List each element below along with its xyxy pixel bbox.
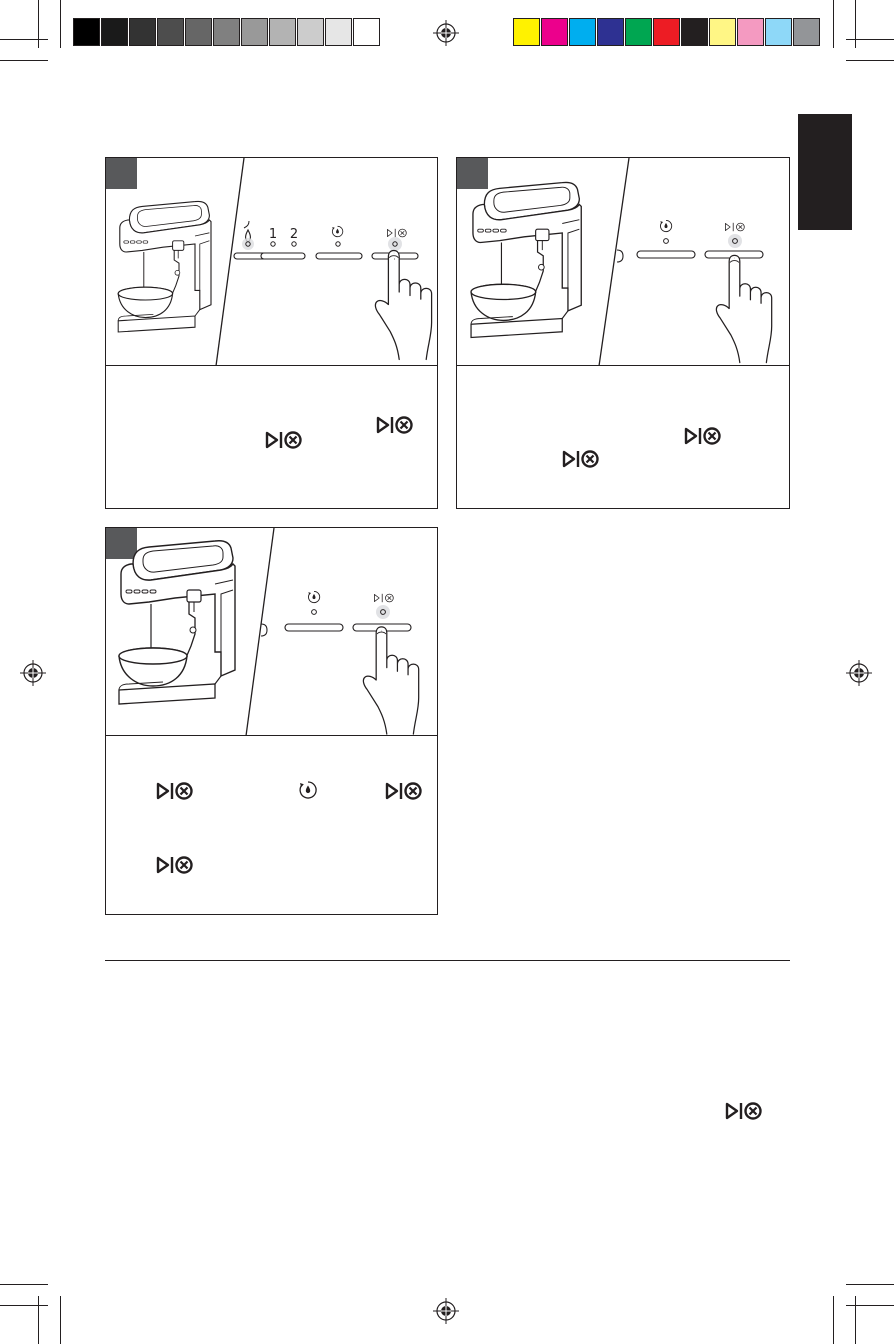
crop-mark bbox=[0, 1284, 48, 1285]
step-panel-2 bbox=[456, 157, 790, 509]
color-swatch bbox=[765, 18, 792, 46]
section-divider bbox=[105, 960, 790, 961]
crop-mark bbox=[846, 1284, 894, 1285]
gray-swatch bbox=[353, 18, 380, 46]
color-swatch bbox=[569, 18, 596, 46]
gray-swatch bbox=[241, 18, 268, 46]
gray-swatch bbox=[157, 18, 184, 46]
color-swatch bbox=[681, 18, 708, 46]
crop-mark bbox=[60, 0, 61, 48]
start-stop-icon bbox=[725, 1101, 763, 1121]
cup-label-2: 2 bbox=[289, 227, 299, 242]
color-swatch bbox=[709, 18, 736, 46]
color-swatch bbox=[597, 18, 624, 46]
start-stop-icon bbox=[374, 594, 393, 602]
bloom-drop-icon bbox=[298, 780, 318, 800]
finger-press bbox=[716, 255, 771, 362]
crop-mark bbox=[833, 0, 834, 48]
color-swatch bbox=[513, 18, 540, 46]
start-stop-icon bbox=[562, 449, 600, 469]
crop-mark bbox=[38, 1296, 39, 1344]
step-panel-3 bbox=[105, 527, 438, 915]
crop-mark bbox=[0, 39, 48, 40]
crop-mark bbox=[846, 39, 894, 40]
control-panel bbox=[261, 591, 411, 636]
color-swatch bbox=[737, 18, 764, 46]
gray-swatch bbox=[101, 18, 128, 46]
crop-mark bbox=[60, 1296, 61, 1344]
gray-swatch bbox=[297, 18, 324, 46]
gray-swatch bbox=[213, 18, 240, 46]
crop-mark bbox=[855, 1296, 856, 1344]
start-stop-icon bbox=[385, 781, 423, 801]
start-stop-icon bbox=[265, 430, 303, 450]
crop-mark bbox=[0, 60, 48, 61]
color-swatch bbox=[793, 18, 820, 46]
start-stop-icon bbox=[376, 415, 414, 435]
gray-swatch bbox=[129, 18, 156, 46]
bloom-drop-icon bbox=[332, 226, 342, 236]
step-illustration bbox=[106, 528, 437, 736]
gray-swatch bbox=[73, 18, 100, 46]
color-swatch bbox=[653, 18, 680, 46]
crop-mark bbox=[833, 1296, 834, 1344]
control-panel bbox=[617, 220, 763, 262]
color-swatch bbox=[625, 18, 652, 46]
registration-mark-icon bbox=[433, 1298, 459, 1324]
step-panel-1 bbox=[105, 157, 438, 509]
step-illustration bbox=[457, 158, 789, 366]
registration-mark-icon bbox=[433, 20, 459, 46]
gray-swatch bbox=[185, 18, 212, 46]
crop-mark bbox=[855, 0, 856, 48]
finger-press bbox=[375, 251, 431, 360]
start-stop-icon bbox=[387, 229, 406, 237]
bloom-drop-icon bbox=[660, 220, 671, 231]
color-swatch bbox=[541, 18, 568, 46]
start-stop-icon bbox=[725, 223, 744, 231]
crop-mark bbox=[38, 0, 39, 48]
crop-mark bbox=[0, 1305, 48, 1306]
gray-swatch bbox=[325, 18, 352, 46]
language-tab bbox=[798, 114, 852, 230]
step-illustration bbox=[106, 158, 437, 366]
start-stop-icon bbox=[684, 426, 722, 446]
bloom-drop-icon bbox=[308, 591, 319, 602]
registration-mark-icon bbox=[846, 660, 872, 686]
finger-press bbox=[363, 627, 418, 734]
cup-label-1: 1 bbox=[268, 227, 278, 242]
start-stop-icon bbox=[156, 781, 194, 801]
gray-swatch bbox=[269, 18, 296, 46]
crop-mark bbox=[846, 60, 894, 61]
start-stop-icon bbox=[156, 855, 194, 875]
registration-mark-icon bbox=[20, 660, 46, 686]
crop-mark bbox=[846, 1305, 894, 1306]
